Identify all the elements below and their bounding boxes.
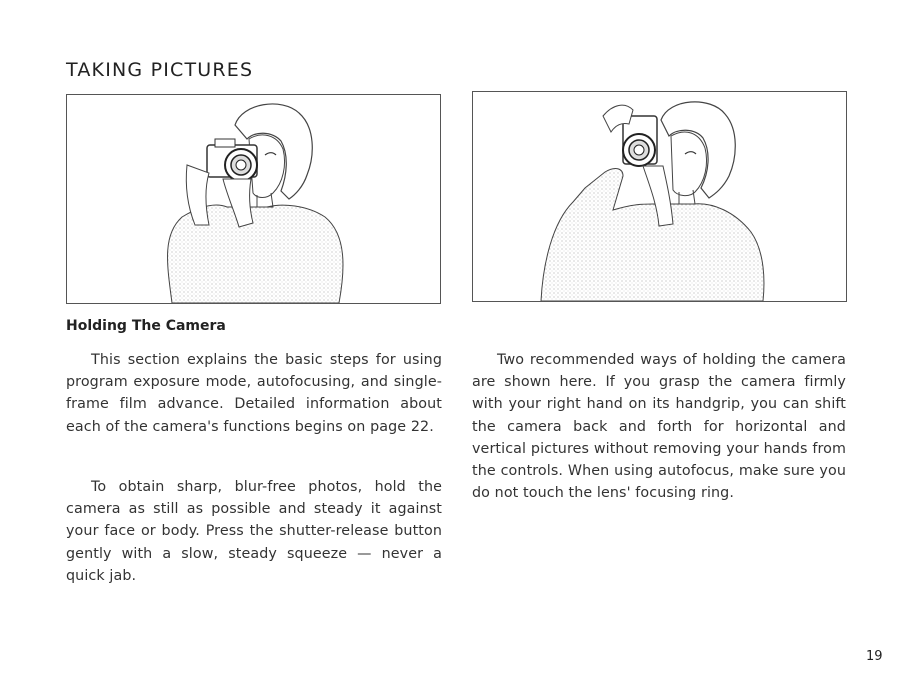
woman-holding-camera-vertical-icon — [473, 92, 846, 301]
paragraph-steady: To obtain sharp, blur-free photos, hold the camera as still as possible and steady it against your face or body. Press the shutter-release button gently with a slow, steady squeeze — never a quick jab. — [66, 479, 442, 584]
woman-holding-camera-horizontal-icon — [67, 95, 440, 303]
page-title: TAKING PICTURES — [66, 59, 254, 81]
paragraph-intro: This section explains the basic steps for using program exposure mode, autofocusing, and single-frame film advance. Detailed information about each of the camera's functions begins on page 22. — [66, 352, 442, 435]
paragraph-grip: Two recommended ways of holding the camera are shown here. If you grasp the camera firmly with your right hand on its handgrip, you can shift the camera back and forth for horizontal and vertical pictures without removing your hands from the controls. When using autofocus, make sure you do not touch the lens' focusing ring. — [472, 352, 846, 502]
section-heading: Holding The Camera — [66, 318, 226, 334]
illustration-horizontal-hold — [66, 94, 441, 304]
illustration-vertical-hold — [472, 91, 847, 302]
page-number: 19 — [866, 649, 883, 664]
